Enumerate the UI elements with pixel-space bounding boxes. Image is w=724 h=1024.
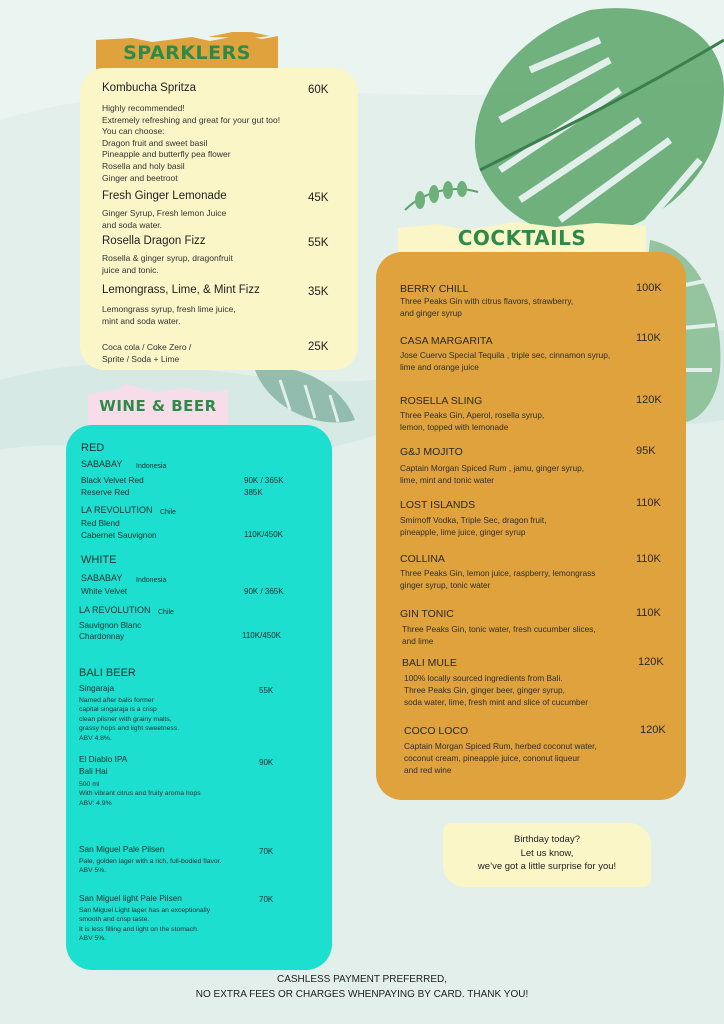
cocktails-heading: COCKTAILS — [396, 218, 648, 258]
wine-price: 385K — [244, 488, 263, 497]
white-wine-heading: WHITE — [81, 554, 117, 566]
cocktail-description: Captain Morgan Spiced Rum, herbed coconut water, coconut cream, pineapple juice, cononut liqueur and red wine — [404, 741, 597, 775]
birthday-note: Birthday today? Let us know, we’ve got a little surprise for you! — [443, 823, 651, 887]
wine-price: 90K / 365K — [244, 476, 284, 485]
cocktail-description: Three Peaks Gin with citrus flavors, strawberry, and ginger syrup — [400, 296, 574, 318]
wine-name: Chardonnay — [79, 631, 125, 641]
sparkler-price: 55K — [308, 237, 329, 249]
cocktail-price: 110K — [636, 607, 661, 619]
wine-name: White Velvet — [81, 586, 128, 596]
wine-beer-heading: WINE & BEER — [86, 382, 230, 426]
fern-leaf-image — [400, 180, 480, 220]
soft-drinks-price: 25K — [308, 341, 329, 353]
cocktail-name: LOST ISLANDS — [400, 499, 476, 511]
origin-label: Chile — [160, 509, 176, 516]
sparkler-price: 60K — [308, 84, 329, 96]
cocktail-name: ROSELLA SLING — [400, 395, 483, 407]
sparkler-price: 45K — [308, 192, 329, 204]
red-wine-heading: RED — [81, 442, 105, 454]
beer-price: 55K — [259, 686, 274, 695]
wine-name: Cabernet Sauvignon — [81, 530, 157, 540]
sparkler-name: Fresh Ginger Lemonade — [102, 190, 227, 202]
beer-name: San Miguel light Pale Pilsen — [79, 893, 182, 903]
wine-name: Black Velvet Red — [81, 475, 144, 485]
cocktail-description: Jose Cuervo Special Tequila , triple sec, cinnamon syrup, lime and orange juice — [400, 350, 611, 372]
beer-name: Singaraja — [79, 683, 115, 693]
la-revolution-label: LA REVOLUTION — [79, 605, 151, 615]
beer-description: 500 ml With vibrant citrus and fruity aroma hops ABV: 4.9% — [79, 781, 201, 807]
beer-description: Named after balis former capital singaraja is a crisp clean pilsner with grainy malts, grassy hops and light sweetness. ABV 4.8%. — [79, 697, 180, 742]
cocktail-price: 95K — [636, 445, 656, 457]
cocktail-description: Three Peaks Gin, tonic water, fresh cucumber slices, and lime — [402, 624, 596, 646]
sparkler-description: Lemongrass syrup, fresh lime juice, mint and soda water. — [102, 304, 236, 326]
sparkler-description: Highly recommended! Extremely refreshing and great for your gut too! You can choose: Dragon fruit and sweet basil Pineapple and butterfly pea flower Rosella and holy basil Ginger and beetroot — [102, 103, 281, 183]
sparklers-card — [80, 68, 358, 370]
beer-price: 70K — [259, 847, 274, 856]
cocktail-description: Smirnoff Vodka, Triple Sec, dragon fruit, pineapple, lime juice, ginger syrup — [400, 515, 547, 537]
beer-description: Pale, golden lager with a rich, full-bodied flavor. ABV 5%. — [79, 858, 222, 875]
cocktail-description: 100% locally sourced ingredients from Bali. Three Peaks Gin, ginger beer, ginger syrup, soda water, lime, fresh mint and slice of cucumber — [404, 673, 588, 707]
cocktail-name: COCO LOCO — [404, 725, 469, 737]
origin-label: Indonesia — [136, 463, 167, 470]
cocktail-description: Three Peaks Gin, Aperol, rosella syrup, lemon, topped with lemonade — [400, 410, 545, 432]
wine-price: 110K/450K — [242, 631, 281, 640]
sparkler-price: 35K — [308, 286, 329, 298]
cocktail-price: 110K — [636, 497, 661, 509]
beer-price: 70K — [259, 895, 274, 904]
sababay-label: SABABAY — [81, 459, 123, 469]
wine-price: 110K/450K — [244, 530, 283, 539]
origin-label: Indonesia — [136, 577, 167, 584]
sparkler-description: Ginger Syrup, Fresh lemon Juice and soda water. — [102, 208, 227, 230]
sparkler-name: Kombucha Spritza — [102, 82, 196, 94]
beer-name: El Diablo IPA — [79, 754, 128, 764]
sparkler-name: Lemongrass, Lime, & Mint Fizz — [102, 284, 260, 296]
beer-name: San Miguel Pale Pilsen — [79, 844, 165, 854]
soft-drinks-description: Coca cola / Coke Zero / Sprite / Soda + Lime — [102, 342, 192, 364]
beer-price: 90K — [259, 758, 274, 767]
cocktail-name: CASA MARGARITA — [400, 335, 493, 347]
cocktail-price: 120K — [636, 394, 662, 406]
wine-beer-card — [66, 425, 332, 970]
beer-description: San Miguel Light lager has an exceptionally smooth and crisp taste. It is less filling and light on the stomach. ABV 5%. — [79, 907, 211, 943]
leaf-middle-image — [250, 360, 360, 430]
cocktail-price: 100K — [636, 282, 662, 294]
cocktail-price: 120K — [640, 724, 666, 736]
cocktail-name: BERRY CHILL — [400, 283, 469, 295]
cocktail-name: G&J MOJITO — [400, 446, 463, 458]
sparklers-heading: SPARKLERS — [92, 32, 282, 74]
sparkler-name: Rosella Dragon Fizz — [102, 235, 206, 247]
la-revolution-label: LA REVOLUTION — [81, 505, 153, 515]
cocktail-name: COLLINA — [400, 553, 445, 565]
sababay-label: SABABAY — [81, 573, 123, 583]
payment-footer: CASHLESS PAYMENT PREFERRED, NO EXTRA FEES OR CHARGES WHENPAYING BY CARD. THANK YOU! — [195, 974, 529, 1000]
cocktail-name: GIN TONIC — [400, 608, 454, 620]
cocktail-description: Three Peaks Gin, lemon juice, raspberry, lemongrass ginger syrup, tonic water — [400, 568, 596, 590]
cocktails-card — [376, 252, 686, 800]
beer-brand: Bali Hai — [79, 766, 108, 776]
cocktail-price: 110K — [636, 553, 661, 565]
cocktail-description: Captain Morgan Spiced Rum , jamu, ginger syrup, lime, mint and tonic water — [400, 463, 585, 485]
cocktail-price: 110K — [636, 332, 661, 344]
wine-name: Reserve Red — [81, 487, 130, 497]
bali-beer-heading: BALI BEER — [79, 667, 136, 679]
wine-price: 90K / 365K — [244, 587, 284, 596]
wine-name: Sauvignon Blanc — [79, 620, 142, 630]
wine-name: Red Blend — [81, 518, 120, 528]
cocktail-name: BALI MULE — [402, 657, 457, 669]
sparkler-description: Rosella & ginger syrup, dragonfruit juice and tonic. — [102, 253, 233, 275]
origin-label: Chile — [158, 609, 174, 616]
cocktail-price: 120K — [638, 656, 664, 668]
monstera-leaf-top-right-image — [440, 0, 724, 250]
